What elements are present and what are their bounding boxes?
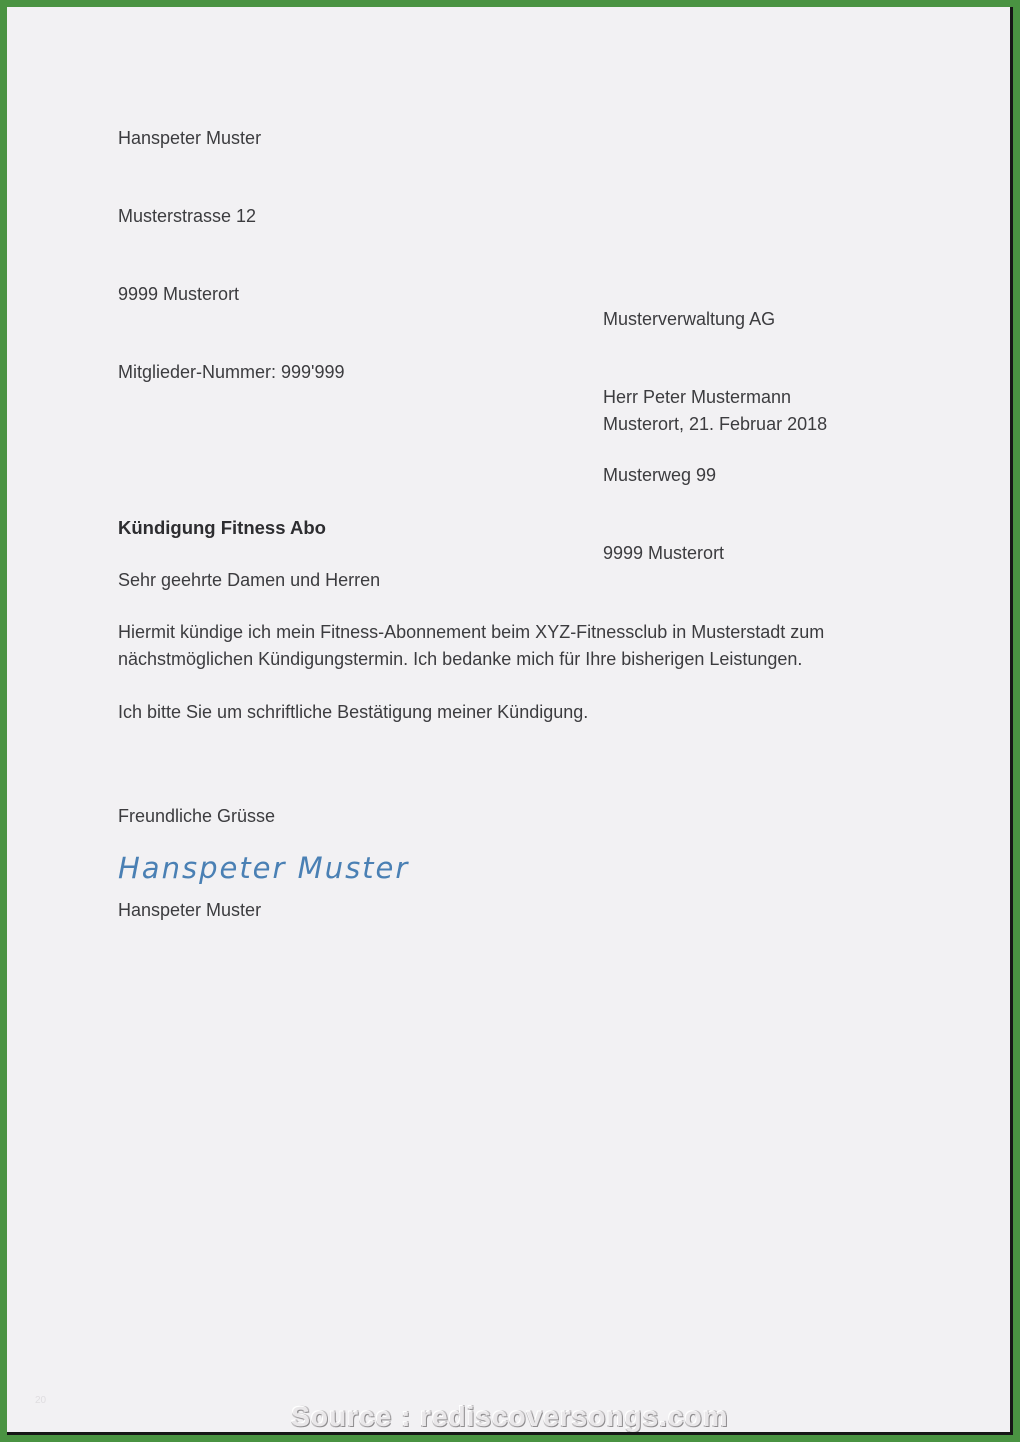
- body-paragraph-1: Hiermit kündige ich mein Fitness-Abonnement beim XYZ-Fitnessclub in Musterstadt zum nächstmöglichen Kündigungstermin. Ich bedanke mich für Ihre bisherigen Leistungen.: [118, 622, 825, 669]
- sender-city: 9999 Musterort: [118, 284, 240, 304]
- sender-name: Hanspeter Muster: [118, 128, 262, 148]
- faint-page-mark: 20: [35, 1395, 47, 1406]
- sender-address-block: [118, 73, 345, 437]
- salutation: Sehr geehrte Damen und Herren: [118, 570, 381, 590]
- recipient-street: Musterweg 99: [603, 465, 717, 485]
- signer-name: Hanspeter Muster: [118, 900, 262, 920]
- subject-line: Kündigung Fitness Abo: [118, 517, 326, 538]
- source-watermark: Source : rediscoversongs.com: [291, 1401, 729, 1432]
- sender-member-number: Mitglieder-Nummer: 999'999: [118, 362, 345, 382]
- closing-line: Freundliche Grüsse: [118, 806, 276, 826]
- recipient-city: 9999 Musterort: [603, 543, 725, 563]
- sender-street: Musterstrasse 12: [118, 206, 257, 226]
- recipient-company: Musterverwaltung AG: [603, 309, 776, 329]
- recipient-person: Herr Peter Mustermann: [603, 387, 792, 407]
- date-line: Musterort, 21. Februar 2018: [603, 414, 828, 434]
- body-paragraph-2: Ich bitte Sie um schriftliche Bestätigung meiner Kündigung.: [118, 702, 589, 722]
- handwritten-signature: Hanspeter Muster: [118, 851, 410, 885]
